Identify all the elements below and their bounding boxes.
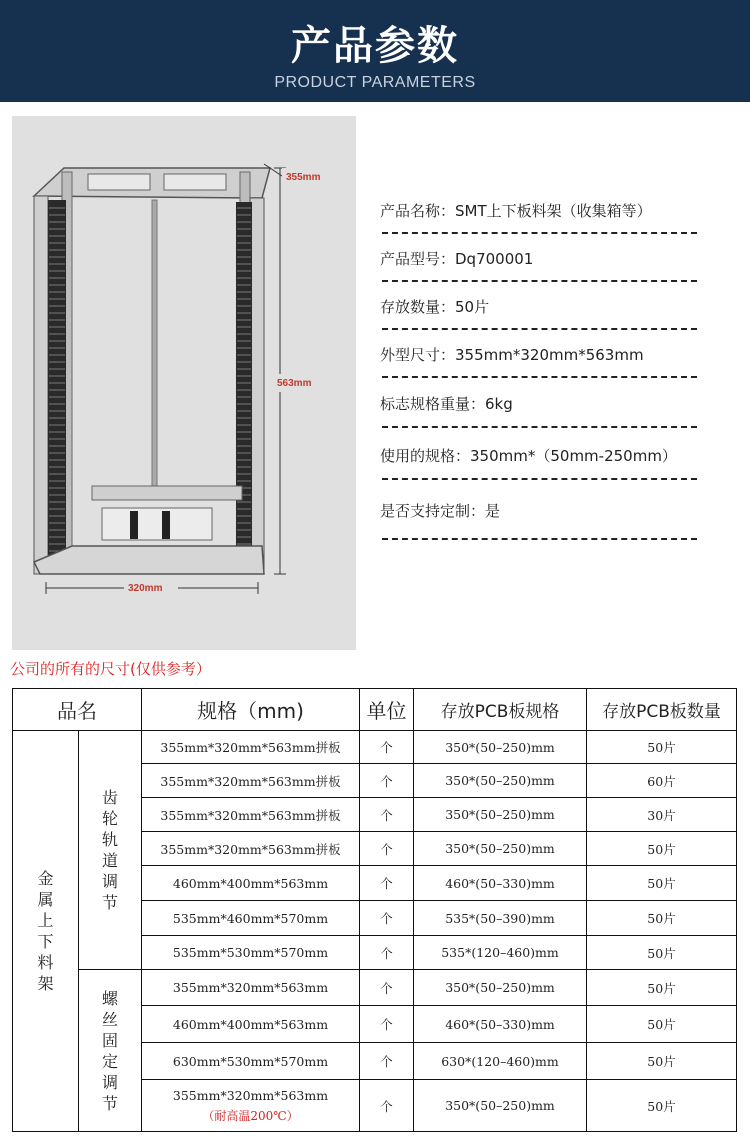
depth-dimension-label: 355mm bbox=[286, 172, 321, 183]
unit-cell: 个 bbox=[360, 764, 414, 798]
col-header-unit: 单位 bbox=[360, 689, 414, 731]
category-cell: 金 属 上 下 料 架 bbox=[13, 731, 79, 1132]
unit-cell: 个 bbox=[360, 866, 414, 901]
pcb-cell: 350*(50–250)mm bbox=[414, 1080, 587, 1132]
page-title: 产品参数 bbox=[291, 23, 459, 69]
qty-cell: 60片 bbox=[587, 764, 737, 798]
qty-cell: 50片 bbox=[587, 901, 737, 936]
pcb-cell: 630*(120–460)mm bbox=[414, 1043, 587, 1080]
unit-cell: 个 bbox=[360, 731, 414, 764]
spec-cell: 460mm*400mm*563mm bbox=[142, 1006, 360, 1043]
col-header-pcb-qty: 存放PCB板数量 bbox=[587, 689, 737, 731]
spec-divider bbox=[382, 280, 697, 282]
col-header-name: 品名 bbox=[13, 689, 142, 731]
spec-usage: 使用的规格：350mm*（50mm-250mm） bbox=[380, 447, 677, 465]
qty-cell: 50片 bbox=[587, 1006, 737, 1043]
spec-weight: 标志规格重量：6kg bbox=[380, 395, 513, 413]
unit-cell: 个 bbox=[360, 970, 414, 1006]
qty-cell: 50片 bbox=[587, 1080, 737, 1132]
spec-cell: 535mm*530mm*570mm bbox=[142, 936, 360, 970]
spec-model: 产品型号：Dq700001 bbox=[380, 250, 534, 268]
spec-table bbox=[12, 688, 737, 1132]
unit-cell: 个 bbox=[360, 1006, 414, 1043]
pcb-cell: 350*(50–250)mm bbox=[414, 764, 587, 798]
spec-cell: 355mm*320mm*563mm拼板 bbox=[142, 764, 360, 798]
pcb-cell: 350*(50–250)mm bbox=[414, 970, 587, 1006]
group-cell-gear: 齿 轮 轨 道 调 节 bbox=[79, 731, 142, 970]
pcb-cell: 460*(50–330)mm bbox=[414, 1006, 587, 1043]
group-cell-screw: 螺 丝 固 定 调 节 bbox=[79, 970, 142, 1132]
qty-cell: 50片 bbox=[587, 866, 737, 901]
qty-cell: 50片 bbox=[587, 731, 737, 764]
pcb-cell: 535*(50–390)mm bbox=[414, 901, 587, 936]
unit-cell: 个 bbox=[360, 901, 414, 936]
height-dimension-label: 563mm bbox=[277, 378, 312, 389]
reference-note: 公司的所有的尺寸(仅供参考） bbox=[10, 660, 211, 678]
qty-cell: 50片 bbox=[587, 832, 737, 866]
page-subtitle: PRODUCT PARAMETERS bbox=[274, 74, 476, 91]
spec-cell: 355mm*320mm*563mm拼板 bbox=[142, 731, 360, 764]
spec-cell: 460mm*400mm*563mm bbox=[142, 866, 360, 901]
table-row bbox=[13, 731, 737, 764]
spec-text: 355mm*320mm*563mm bbox=[172, 1087, 329, 1103]
unit-cell: 个 bbox=[360, 832, 414, 866]
spec-cell: 630mm*530mm*570mm bbox=[142, 1043, 360, 1080]
pcb-cell: 460*(50–330)mm bbox=[414, 866, 587, 901]
spec-divider bbox=[382, 328, 697, 330]
spec-cell bbox=[142, 1080, 360, 1132]
qty-cell: 50片 bbox=[587, 1043, 737, 1080]
qty-cell: 30片 bbox=[587, 798, 737, 832]
spec-heat-note: （耐高温200℃） bbox=[202, 1108, 299, 1123]
page-header bbox=[0, 0, 750, 102]
pcb-cell: 535*(120–460)mm bbox=[414, 936, 587, 970]
qty-cell: 50片 bbox=[587, 970, 737, 1006]
unit-cell: 个 bbox=[360, 936, 414, 970]
unit-cell: 个 bbox=[360, 1080, 414, 1132]
spec-divider bbox=[382, 478, 697, 480]
spec-divider bbox=[382, 376, 697, 378]
spec-cell: 535mm*460mm*570mm bbox=[142, 901, 360, 936]
col-header-pcb-spec: 存放PCB板规格 bbox=[414, 689, 587, 731]
pcb-cell: 350*(50–250)mm bbox=[414, 731, 587, 764]
unit-cell: 个 bbox=[360, 798, 414, 832]
spec-divider bbox=[382, 426, 697, 428]
pcb-cell: 350*(50–250)mm bbox=[414, 798, 587, 832]
spec-product-name: 产品名称：SMT上下板料架（收集箱等） bbox=[380, 202, 652, 220]
pcb-cell: 350*(50–250)mm bbox=[414, 832, 587, 866]
qty-cell: 50片 bbox=[587, 936, 737, 970]
table-row bbox=[13, 970, 737, 1006]
product-photo-area bbox=[12, 116, 750, 650]
spec-cell: 355mm*320mm*563mm拼板 bbox=[142, 832, 360, 866]
spec-divider bbox=[382, 232, 697, 234]
table-header-row bbox=[13, 689, 737, 731]
col-header-spec: 规格（mm) bbox=[142, 689, 360, 731]
product-panel bbox=[12, 116, 750, 650]
spec-divider bbox=[382, 538, 697, 540]
spec-customizable: 是否支持定制：是 bbox=[380, 502, 501, 520]
spec-dimensions: 外型尺寸：355mm*320mm*563mm bbox=[380, 346, 644, 364]
width-dimension-label: 320mm bbox=[128, 583, 163, 594]
spec-capacity: 存放数量：50片 bbox=[380, 298, 490, 316]
unit-cell: 个 bbox=[360, 1043, 414, 1080]
spec-cell: 355mm*320mm*563mm拼板 bbox=[142, 798, 360, 832]
spec-cell: 355mm*320mm*563mm bbox=[142, 970, 360, 1006]
